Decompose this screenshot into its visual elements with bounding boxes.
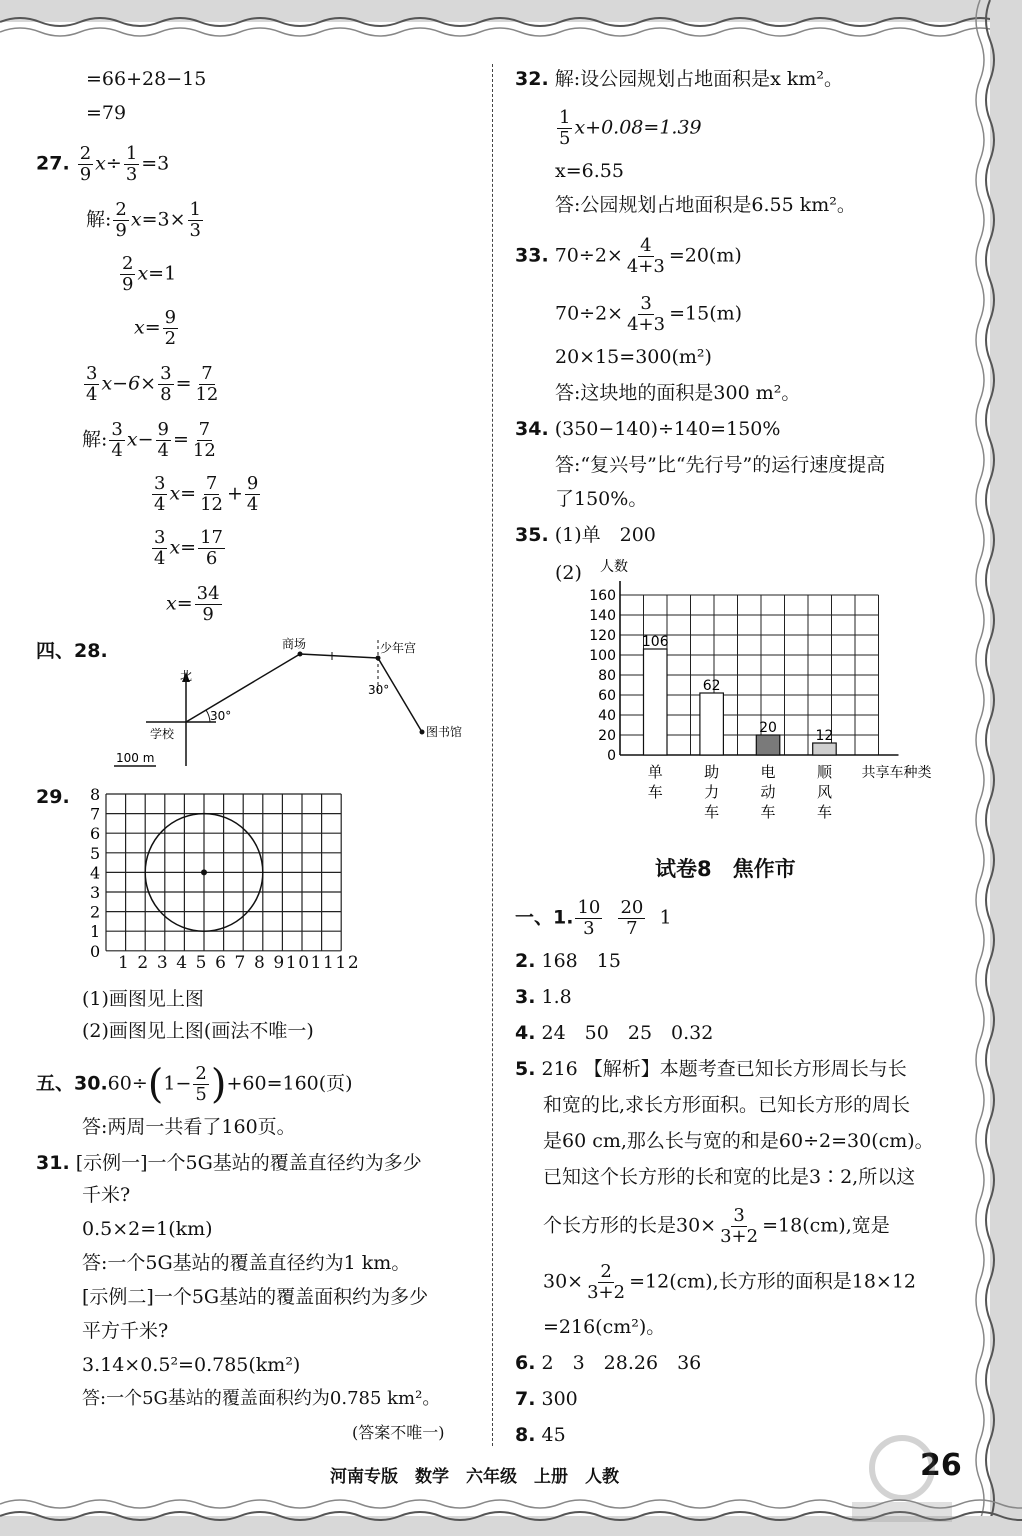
data-label: 106 — [641, 634, 669, 650]
bar — [644, 649, 668, 755]
q31-line: 答:一个5G基站的覆盖面积约为0.785 km²。 — [82, 1388, 441, 1409]
solution-line: 解: $\frac{3}{4}$ x− $\frac{9}{4}$ = $\frac{7}{12}$ — [82, 419, 216, 461]
s6-line: 6. 2 3 28.26 36 — [515, 1352, 702, 1374]
x-tick-label: 车 — [760, 803, 776, 821]
fraction: $\frac{1}{3}$ — [125, 143, 138, 185]
y-tick-label: 40 — [598, 708, 616, 724]
grid-y-label: 3 — [90, 883, 101, 902]
wavy-border-top — [0, 0, 1022, 50]
y-tick-label: 20 — [598, 728, 616, 744]
school-label: 学校 — [150, 727, 175, 741]
route-mall-palace — [300, 654, 378, 658]
bar-chart — [580, 555, 950, 825]
y-tick-label: 120 — [589, 628, 616, 644]
s8-line: 8. 45 — [515, 1424, 566, 1446]
north-label: 北 — [180, 669, 193, 683]
q33-line: 33. 70÷2× $\frac{4}{4+3}$ =20(m) — [515, 235, 742, 277]
x-tick-label: 电 — [760, 763, 776, 781]
x-tick-label: 车 — [647, 783, 663, 801]
data-label: 20 — [759, 720, 777, 736]
watermark-logo — [842, 1428, 962, 1528]
circle-center — [201, 869, 207, 875]
question-number: 27. — [36, 152, 70, 175]
q32-line: 32. 解:设公园规划占地面积是x km²。 — [515, 68, 844, 90]
grid-x-labels: 1 2 3 4 5 6 7 8 9101112 — [118, 953, 361, 973]
bar — [756, 735, 780, 755]
q34-line: 答:“复兴号”比“先行号”的运行速度提高 — [555, 454, 886, 476]
q32-line: x=6.55 — [555, 160, 624, 182]
y-tick-label: 60 — [598, 688, 616, 704]
note: (答案不唯一) — [352, 1423, 445, 1442]
question-number: 29. — [36, 786, 70, 808]
grid-y-label: 1 — [90, 922, 101, 942]
s5-line: =216(cm²)。 — [543, 1316, 666, 1338]
s7-line: 7. 300 — [515, 1388, 578, 1410]
x-tick-label: 力 — [704, 783, 720, 801]
x-axis-label: 共享车种类 — [861, 765, 932, 781]
page-number: 26 — [920, 1448, 962, 1483]
q34-line: 34. (350−140)÷140=150% — [515, 418, 781, 440]
data-label: 62 — [702, 678, 721, 694]
mall-label: 商场 — [282, 637, 307, 651]
library-label: 图书馆 — [426, 725, 463, 739]
answer-line: (1)画图见上图 — [82, 988, 204, 1010]
q32-line: $\frac{1}{5}$ x+0.08=1.39 — [559, 107, 702, 149]
x-tick-label: 动 — [760, 783, 776, 801]
route-school-mall — [186, 654, 300, 722]
q32-line: 答:公园规划占地面积是6.55 km²。 — [555, 194, 856, 216]
q31-line: 3.14×0.5²=0.785(km²) — [82, 1354, 301, 1376]
s3-line: 3. 1.8 — [515, 986, 572, 1008]
q33-line: 20×15=300(m²) — [555, 346, 712, 368]
s5-line: 5. 216 【解析】本题考查已知长方形周长与长 — [515, 1058, 907, 1080]
solution-line: $\frac{2}{9}$ x=1 — [122, 253, 177, 295]
scale-label: 100 m — [116, 751, 155, 765]
y-tick-label: 160 — [589, 588, 616, 604]
solution-line: $\frac{3}{4}$ x= $\frac{7}{12}$ + $\frac{9}{4}$ — [154, 473, 259, 515]
s2-line: 2. 168 15 — [515, 950, 621, 972]
q34-line: 了150%。 — [555, 488, 648, 510]
equation-line: $\frac{3}{4}$ x−6× $\frac{3}{8}$ = $\frac{7}{12}$ — [86, 363, 219, 405]
s4-line: 4. 24 50 25 0.32 — [515, 1022, 714, 1044]
bar — [813, 743, 837, 755]
solution-line: $\frac{3}{4}$ x= $\frac{17}{6}$ — [154, 527, 223, 569]
footer-text: 河南专版 数学 六年级 上册 人教 — [330, 1467, 619, 1487]
solution-line: 解: $\frac{2}{9}$ x=3× $\frac{1}{3}$ — [86, 199, 201, 241]
s1-line: 一、1. $\frac{10}{3}$ $\frac{20}{7}$ 1 — [515, 897, 672, 939]
y-tick-label: 140 — [589, 608, 616, 624]
wavy-border-right — [968, 0, 1022, 1536]
answer-line: (2)画图见上图(画法不唯一) — [82, 1020, 314, 1042]
x-tick-label: 风 — [816, 783, 832, 801]
q31-line: 31. [示例一]一个5G基站的覆盖直径约为多少 — [36, 1152, 422, 1174]
x-tick-label: 助 — [704, 763, 720, 781]
column-divider — [492, 64, 493, 1446]
solution-line: x= $\frac{9}{2}$ — [134, 307, 177, 349]
y-tick-label: 80 — [598, 668, 616, 684]
grid-y-label: 8 — [90, 786, 101, 804]
q35-line: 35. (1)单 200 — [515, 524, 656, 546]
s5-line: 是60 cm,那么长与宽的和是60÷2=30(cm)。 — [543, 1130, 934, 1152]
bar — [700, 693, 724, 755]
grid-y-label: 2 — [90, 902, 101, 922]
s5-line: 已知这个长方形的长和宽的比是3∶2,所以这 — [543, 1166, 916, 1188]
route-map — [110, 632, 480, 782]
answer-line: 答:两周一共看了160页。 — [82, 1116, 296, 1138]
angle-label: 30° — [210, 709, 232, 723]
x-tick-label: 顺 — [816, 763, 832, 781]
palace-label: 少年宫 — [380, 641, 417, 655]
q31-line: 平方千米? — [82, 1320, 169, 1342]
x-tick-label: 车 — [704, 803, 720, 821]
grid-y-label: 4 — [90, 863, 101, 883]
s5-line: 个长方形的长是30× $\frac{3}{3+2}$ =18(cm),宽是 — [543, 1205, 890, 1247]
step-line: =66+28−15 — [86, 68, 207, 90]
grid-y-label: 5 — [90, 843, 101, 863]
q27-equation: 27. $\frac{2}{9}$ x÷ $\frac{1}{3}$ =3 — [36, 143, 170, 185]
step-line: =79 — [86, 102, 127, 124]
y-tick-label: 100 — [589, 648, 616, 664]
grid-y-label: 0 — [90, 941, 101, 961]
grid-y-label: 7 — [90, 804, 101, 824]
grid-y-label: 6 — [90, 824, 101, 844]
q31-line: 0.5×2=1(km) — [82, 1218, 213, 1240]
q31-line: [示例二]一个5G基站的覆盖面积约为多少 — [82, 1286, 429, 1308]
solution-line: x= $\frac{34}{9}$ — [166, 583, 220, 625]
q31-line: 千米? — [82, 1184, 131, 1206]
q31-line: 答:一个5G基站的覆盖直径约为1 km。 — [82, 1252, 411, 1274]
x-tick-label: 车 — [816, 803, 832, 821]
fraction: $\frac{2}{9}$ — [79, 143, 92, 185]
y-axis-label: 人数 — [600, 559, 628, 575]
section-title: 试卷8 焦作市 — [655, 857, 796, 881]
coordinate-grid — [86, 786, 356, 972]
angle-label: 30° — [368, 683, 390, 697]
x-tick-label: 单 — [647, 763, 663, 781]
s5-line: 和宽的比,求长方形面积。已知长方形的周长 — [543, 1094, 911, 1116]
q30-equation: 五、30.60÷(1− $\frac{2}{5}$ )+60=160(页) — [36, 1061, 353, 1108]
q33-line: 答:这块地的面积是300 m²。 — [555, 382, 801, 404]
q35-line: (2) — [555, 562, 582, 584]
q33-line: 70÷2× $\frac{3}{4+3}$ =15(m) — [555, 293, 743, 335]
question-number: 四、28. — [36, 640, 108, 662]
s5-line: 30× $\frac{2}{3+2}$ =12(cm),长方形的面积是18×12 — [543, 1261, 917, 1303]
y-tick-label: 0 — [607, 748, 616, 764]
data-label: 12 — [815, 728, 834, 744]
